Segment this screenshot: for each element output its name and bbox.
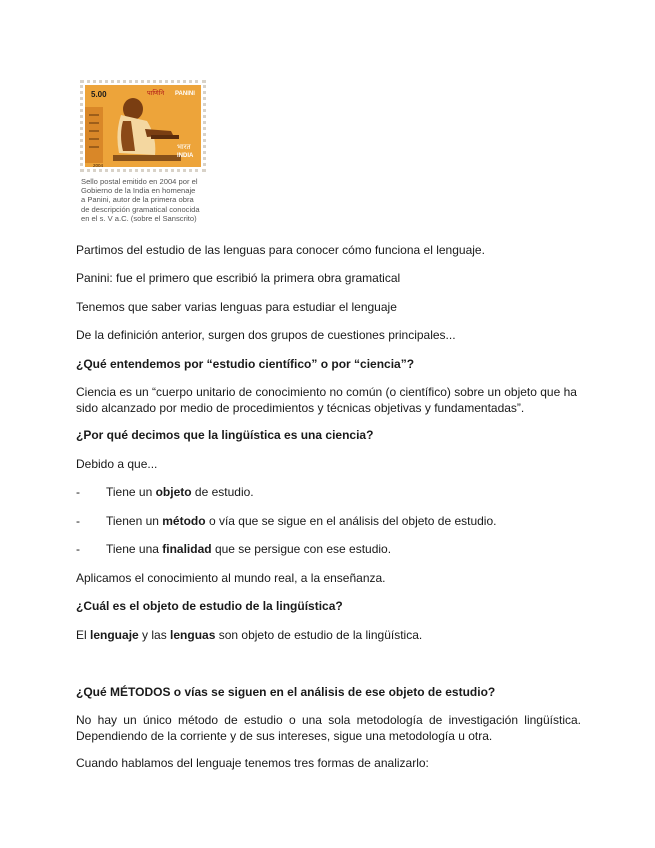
paragraph-object: El lenguaje y las lenguas son objeto de estudio de la lingüística. (76, 628, 423, 642)
stamp-script-name: पाणिनि (147, 89, 165, 97)
stamp-artwork (85, 85, 201, 167)
stamp-caption: Sello postal emitido en 2004 por el Gobierno de la India en homenaje a Panini, autor de la primera obra de descripción gramatical conocida en el s. V a.C. (sobre el Sanscrito) (81, 177, 200, 223)
paragraph-methods: No hay un único método de estudio o una sola metodología de investigación lingüística. Dependiendo de la corriente y de sus intereses, sigue una metodología u otra. (76, 713, 581, 743)
paragraph-application: Aplicamos el conocimiento al mundo real, a la enseñanza. (76, 571, 386, 585)
heading-object-of-study: ¿Cuál es el objeto de estudio de la lingüística? (76, 599, 343, 613)
panini-stamp-image (80, 80, 206, 172)
paragraph-because: Debido a que... (76, 457, 158, 471)
paragraph-intro: Partimos del estudio de las lenguas para conocer cómo funciona el lenguaje. (76, 243, 485, 257)
paragraph-science-definition: Ciencia es un “cuerpo unitario de conocimiento no común (o científico) sobre un objeto que ha sido alcanzado por medio de procedimientos y técnicas objetivas y fundamentadas”. (76, 385, 577, 415)
bullet-item-purpose: Tiene una finalidad que se persigue con ese estudio. (106, 542, 392, 556)
bullet-item-object: Tiene un objeto de estudio. (106, 485, 254, 499)
stamp-name: PANINI (175, 91, 195, 97)
bullet-marker: - (76, 542, 80, 556)
bullet-item-method: Tienen un método o vía que se sigue en el análisis del objeto de estudio. (106, 514, 497, 528)
panini-figure-icon (85, 85, 201, 167)
stamp-country-script: भारत (177, 143, 191, 151)
stamp-year: 2004 (93, 163, 104, 168)
heading-methods: ¿Qué MÉTODOS o vías se siguen en el análisis de ese objeto de estudio? (76, 685, 496, 699)
heading-linguistics-science: ¿Por qué decimos que la lingüística es una ciencia? (76, 428, 374, 442)
bullet-marker: - (76, 514, 80, 528)
bullet-marker: - (76, 485, 80, 499)
paragraph-definition: De la definición anterior, surgen dos grupos de cuestiones principales... (76, 328, 456, 342)
paragraph-languages: Tenemos que saber varias lenguas para estudiar el lenguaje (76, 300, 397, 314)
paragraph-three-forms: Cuando hablamos del lenguaje tenemos tres formas de analizarlo: (76, 756, 429, 770)
stamp-value: 5.00 (91, 90, 107, 99)
stamp-country: INDIA (177, 153, 194, 159)
heading-scientific-study: ¿Qué entendemos por “estudio científico” o por “ciencia”? (76, 357, 415, 371)
paragraph-panini: Panini: fue el primero que escribió la primera obra gramatical (76, 271, 401, 285)
